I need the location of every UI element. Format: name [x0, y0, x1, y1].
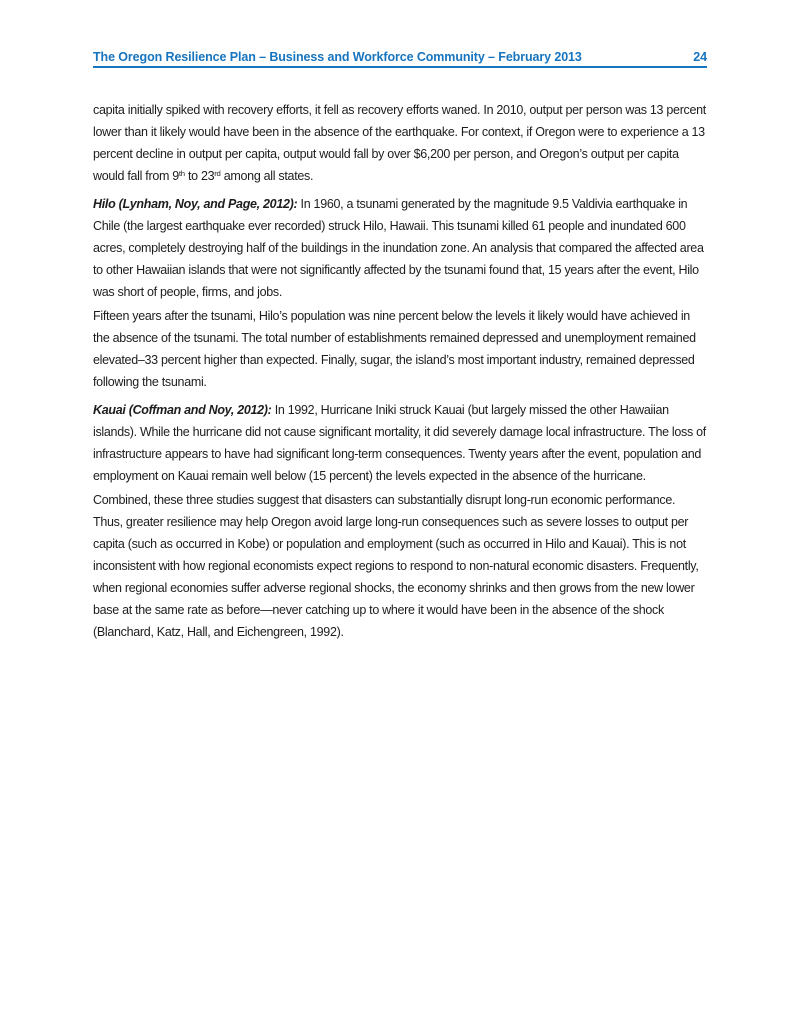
hilo-followup-text-body: Fifteen years after the tsunami, Hilo’s population was nine percent below the levels it likely would have achieved in the absence of the tsunami. The total number of establishments remained depressed and unemployment remained elevated–33 percent higher than expected. Finally, sugar, the island’s most important industry, remained depressed following the tsunami.	[93, 309, 696, 389]
kauai-lead-in: Kauai (Coffman and Noy, 2012):	[93, 403, 272, 417]
paragraph-kobe-recovery	[93, 99, 707, 187]
hilo-lead-in: Hilo (Lynham, Noy, and Page, 2012):	[93, 197, 298, 211]
paragraph-kauai	[93, 399, 707, 487]
paragraph-hilo	[93, 193, 707, 303]
paragraph-hilo-followup	[93, 305, 707, 393]
header-page-number: 24	[693, 50, 707, 64]
kobe-text-mid: to 23	[184, 169, 215, 183]
kobe-text-body: capita initially spiked with recovery efforts, it fell as recovery efforts waned. In 2010, output per person was 13 percent lower than it likely would have been in the absence of the earthquake. For context, if Oregon were to experience a 13 percent decline in output per capita, output would fall by over $6,200 per person, and Oregon’s output per capita would fall from 9	[93, 103, 706, 183]
hilo-text-body: In 1960, a tsunami generated by the magnitude 9.5 Valdivia earthquake in Chile (the largest earthquake ever recorded) struck Hilo, Hawaii. This tsunami killed 61 people and inundated 600 acres, completely destroying half of the buildings in the inundation zone. An analysis that compared the affected area to other Hawaiian islands that were not significantly affected by the tsunami found that, 15 years after the event, Hilo was short of people, firms, and jobs.	[93, 197, 704, 299]
header-title: The Oregon Resilience Plan – Business and Workforce Community – February 2013	[93, 50, 582, 64]
combined-text-body: Combined, these three studies suggest that disasters can substantially disrupt long-run economic performance. Thus, greater resilience may help Oregon avoid large long-run consequences such as severe losses to output per capita (such as occurred in Kobe) or population and employment (such as occurred in Hilo and Kauai). This is not inconsistent with how regional economists expect regions to respond to non-natural economic disasters. Frequently, when regional economies suffer adverse regional shocks, the economy shrinks and then grows from the new lower base at the same rate as before—never catching up to where it would have been in the absence of the shock (Blanchard, Katz, Hall, and Eichengreen, 1992).	[93, 493, 699, 639]
kobe-text-tail: among all states.	[220, 169, 314, 183]
kobe-superscript-th: th	[178, 169, 185, 179]
page-header	[93, 50, 707, 68]
kauai-text-body: In 1992, Hurricane Iniki struck Kauai (but largely missed the other Hawaiian islands). While the hurricane did not cause significant mortality, it did severely damage local infrastructure. The loss of infrastructure appears to have had significant long-term consequences. Twenty years after the event, population and employment on Kauai remain well below (15 percent) the levels expected in the absence of the hurricane.	[93, 403, 706, 483]
paragraph-combined-conclusion	[93, 489, 707, 643]
document-body	[93, 99, 707, 643]
kobe-superscript-rd: rd	[214, 169, 221, 179]
